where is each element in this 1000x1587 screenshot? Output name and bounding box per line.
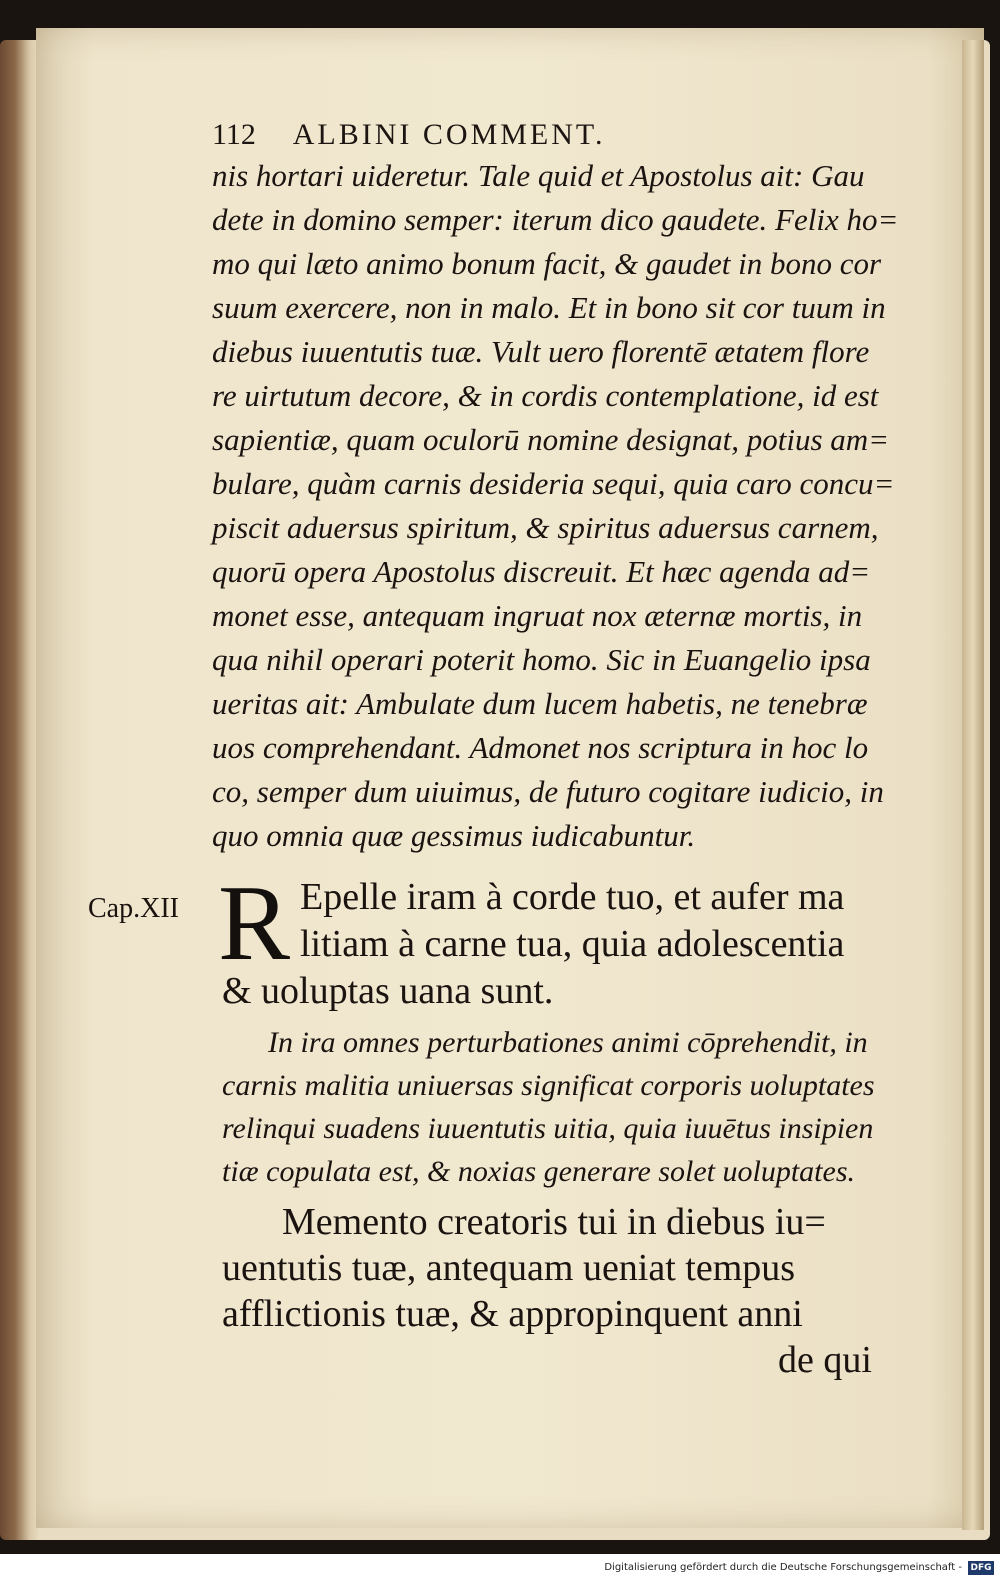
lemma-line: afflictionis tuæ, & appropinquent anni: [222, 1293, 803, 1335]
page-number: 112: [212, 118, 256, 151]
commentary-line: co, semper dum uiuimus, de futuro cogitare iudicio, in: [212, 774, 884, 809]
commentary-line: relinqui suadens iuuentutis uitia, quia iuuētus insipien: [222, 1112, 874, 1145]
commentary-line: qua nihil operari poterit homo. Sic in Euangelio ipsa: [212, 642, 871, 677]
lemma-line: Memento creatoris tui in diebus iu=: [282, 1201, 826, 1243]
drop-initial: R: [218, 864, 291, 983]
commentary-line: diebus iuuentutis tuæ. Vult uero florentē ætatem flore: [212, 334, 870, 369]
page-stack-edge: [962, 40, 984, 1530]
dfg-logo: DFG: [968, 1561, 994, 1575]
lemma-line: & uoluptas uana sunt.: [222, 970, 554, 1012]
footer-credit: Digitalisierung gefördert durch die Deutsche Forschungsgemeinschaft -: [604, 1562, 962, 1573]
running-head: [212, 118, 606, 152]
commentary-line: nis hortari uideretur. Tale quid et Apostolus ait: Gau: [212, 158, 865, 193]
commentary-line: bulare, quàm carnis desideria sequi, quia caro concu=: [212, 466, 895, 501]
commentary-line: ueritas ait: Ambulate dum lucem habetis, ne tenebræ: [212, 686, 868, 721]
commentary-line: uos comprehendant. Admonet nos scriptura in hoc lo: [212, 730, 869, 765]
lemma-line: uentutis tuæ, antequam ueniat tempus: [222, 1247, 796, 1289]
chapter-label: Cap.XII: [88, 893, 179, 924]
commentary-line: quorū opera Apostolus discreuit. Et hæc agenda ad=: [212, 554, 871, 589]
catchword: de qui: [778, 1339, 872, 1381]
commentary-line: mo qui læto animo bonum facit, & gaudet in bono cor: [212, 246, 882, 281]
commentary-line: re uirtutum decore, & in cordis contemplatione, id est: [212, 378, 879, 413]
commentary-line: suum exercere, non in malo. Et in bono sit cor tuum in: [212, 290, 886, 325]
commentary-line: quo omnia quæ gessimus iudicabuntur.: [212, 818, 696, 853]
running-title: ALBINI COMMENT.: [292, 118, 606, 151]
commentary-line: monet esse, antequam ingruat nox æternæ mortis, in: [212, 598, 863, 633]
lemma-line: Epelle iram à corde tuo, et aufer ma: [300, 876, 845, 918]
lemma-line: litiam à carne tua, quia adolescentia: [300, 923, 845, 965]
commentary-line: dete in domino semper: iterum dico gaudete. Felix ho=: [212, 202, 899, 237]
commentary-line: sapientiæ, quam oculorū nomine designat, potius am=: [212, 422, 890, 457]
commentary-line: In ira omnes perturbationes animi cōprehendit, in: [268, 1026, 868, 1059]
commentary-line: carnis malitia uniuersas significat corporis uoluptates: [222, 1069, 875, 1102]
commentary-line: piscit aduersus spiritum, & spiritus aduersus carnem,: [212, 510, 879, 545]
commentary-line: tiæ copulata est, & noxias generare solet uoluptates.: [222, 1155, 855, 1188]
